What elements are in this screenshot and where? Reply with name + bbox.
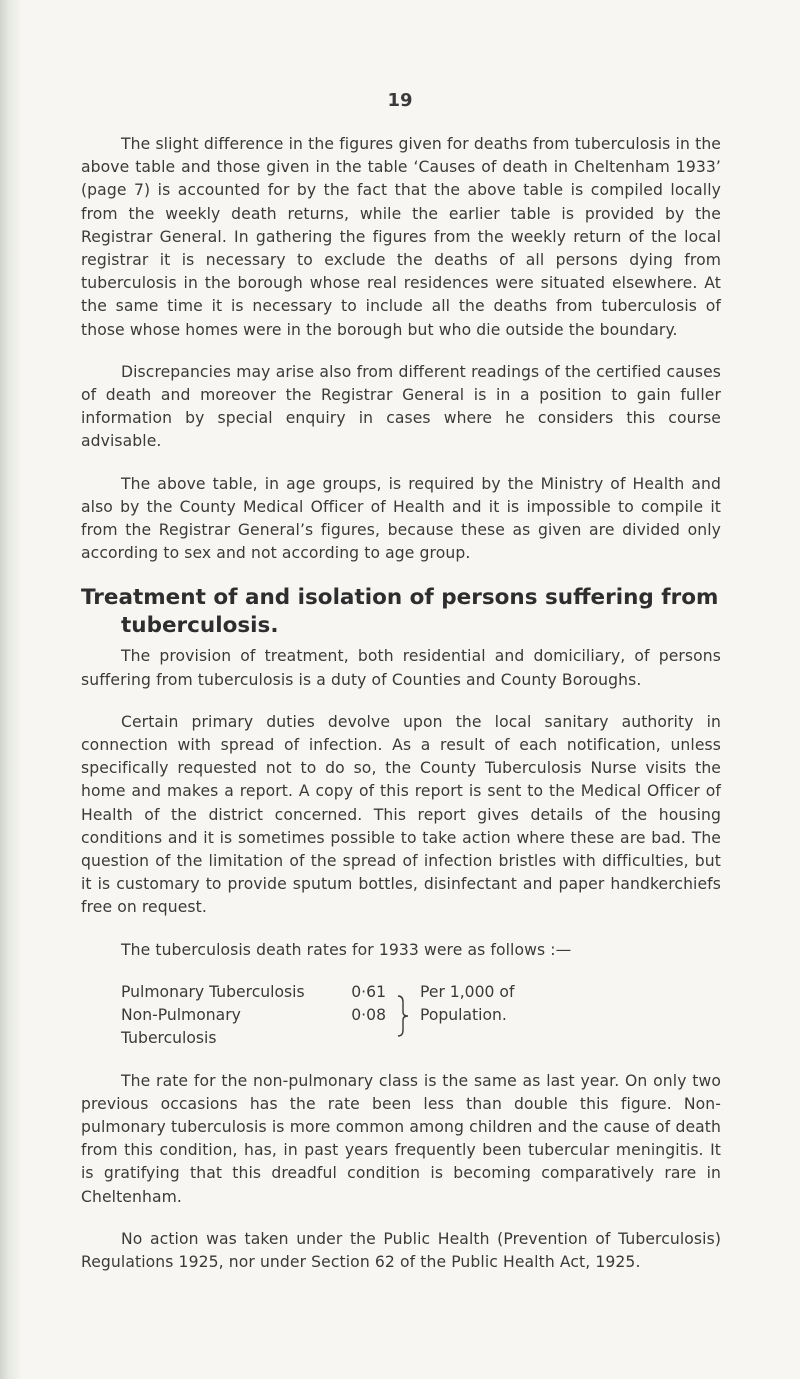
paragraph-provision: The provision of treatment, both residential and domiciliary, of persons suffering from tuberculosis is a duty of Counties and County Boroughs. [81,647,721,689]
paragraph-discrepancies: Discrepancies may arise also from different readings of the certified causes of death and moreover the Registrar General is in a position to gain fuller information by special enquiry in cases where he considers this course advisable. [81,362,721,451]
rate-label-pulmonary: Pulmonary Tuberculosis [121,982,305,1001]
paragraph-primary-duties: Certain primary duties devolve upon the local sanitary authority in connection with spread of infection. As a result of each notification, unless specifically requested not to do so, the County Tuberculosis Nurse visits the home and makes a report. A copy of this report is sent to the Medical Officer of Health of the district concerned. This report gives details of the housing conditions and it is sometimes possible to take action where these are bad. The question of the limitation of the spread of infection bristles with difficulties, but it is customary to provide sputum bottles, disinfectant and paper handkerchiefs free on request. [81,712,721,917]
section-heading-line1: Treatment of and isolation of persons suffering from [81,585,719,611]
rate-unit-line2: Population. [420,1006,507,1025]
section-heading [81,584,721,640]
brace-icon [392,981,414,1051]
paragraph-non-pulmonary: The rate for the non-pulmonary class is the same as last year. On only two previous occasions has the rate been less than double this figure. Non-pulmonary tuberculosis is more common among children and the cause of death from this condition, has, in past years frequently been tubercular meningitis. It is gratifying that this dreadful condition is becoming comparatively rare in Cheltenham. [81,1071,721,1206]
document-body [81,133,721,1293]
rate-label-non-pulmonary: Non-Pulmonary Tuberculosis [121,1006,241,1048]
death-rates-table [121,981,721,1051]
scan-edge-shadow [0,0,22,1379]
rate-value-non-pulmonary: 0·08 [351,1006,386,1025]
page-number: 19 [387,90,413,111]
paragraph-regulations: No action was taken under the Public Health (Prevention of Tuberculosis) Regulations 1925, nor under Section 62 of the Public Health Act, 1925. [81,1229,721,1271]
rate-unit-line1: Per 1,000 of [420,982,515,1001]
rate-value-pulmonary: 0·61 [351,982,386,1001]
paragraph-age-groups: The above table, in age groups, is required by the Ministry of Health and also by the County Medical Officer of Health and it is impossible to compile it from the Registrar General’s figures, because these as given are divided only according to sex and not according to age group. [81,474,721,563]
paragraph-death-rates-intro: The tuberculosis death rates for 1933 were as follows :— [121,940,572,959]
section-heading-line2: tuberculosis. [121,613,279,639]
paragraph-figures-difference: The slight difference in the figures given for deaths from tuberculosis in the above table and those given in the table ‘Causes of death in Cheltenham 1933’ (page 7) is accounted for by the fact that the above table is compiled locally from the weekly death returns, while the earlier table is provided by the Registrar General. In gathering the figures from the weekly return of the local registrar it is necessary to exclude the deaths of all persons dying from tuberculosis in the borough whose real residences were situated elsewhere. At the same time it is necessary to include all the deaths from tuberculosis of those whose homes were in the borough but who die outside the boundary. [81,135,721,339]
